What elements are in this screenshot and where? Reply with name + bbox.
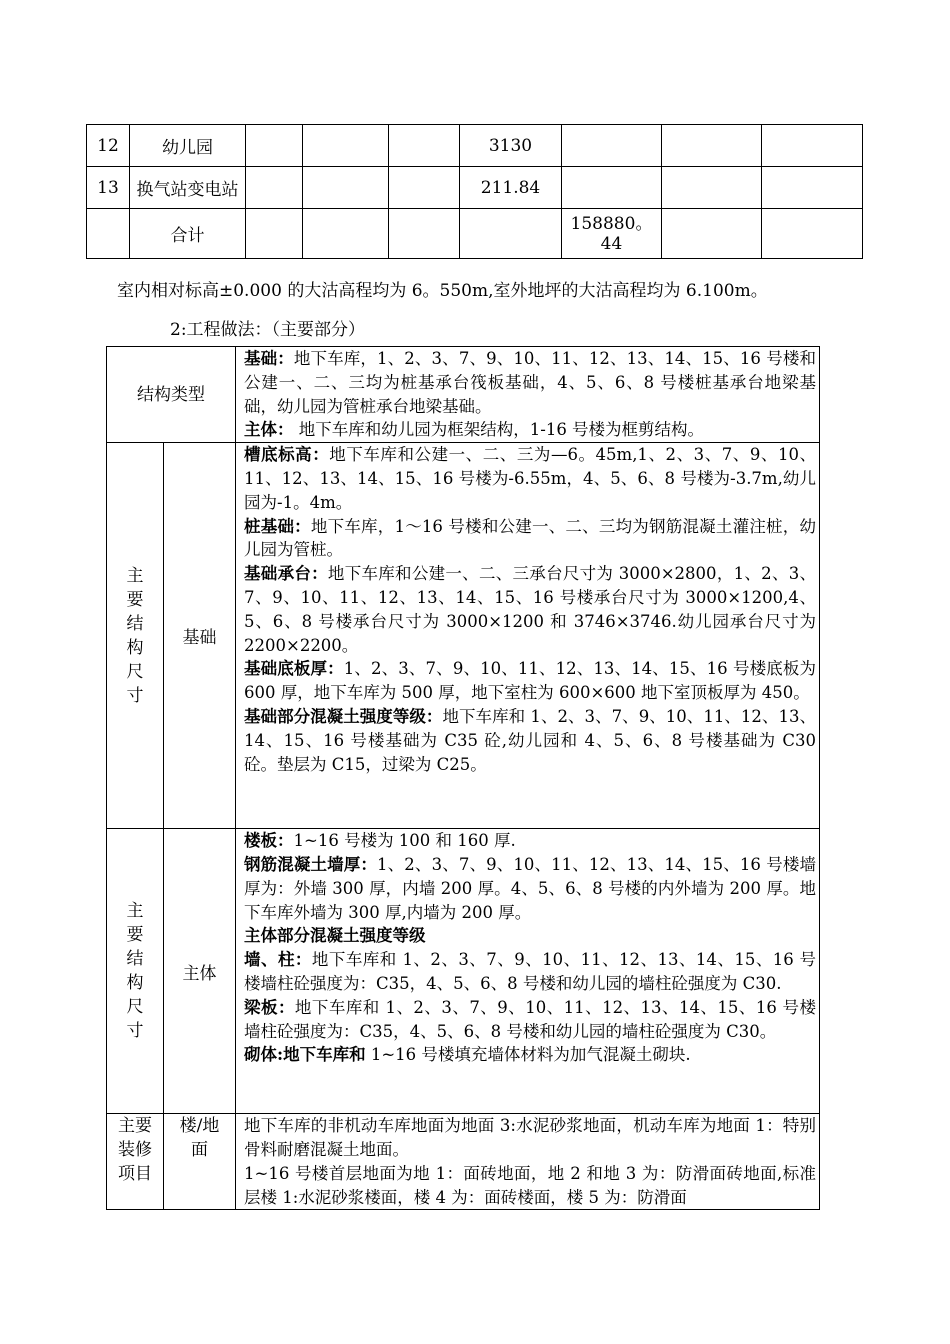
area-value: 3130 [460,125,562,167]
section-label-structure-size: 主要结构尺寸 [107,829,164,1114]
elevation-paragraph: 室内相对标高±0.000 的大沽高程均为 6。550m,室外地坪的大沽高程均为 6.100m。 [117,281,768,301]
structure-type-content: 基础：地下车库，1、2、3、7、9、10、11、12、13、14、15、16 号楼和公建一、二、三均为桩基承台筏板基础，4、5、6、8 号楼桩基承台地梁基础，幼儿园为管桩承台地梁基础。 主体： 地下车库和幼儿园为框架结构，1-16 号楼为框剪结构。 [236,347,820,443]
section-label-foundation: 基础 [164,443,236,829]
foundation-row [107,443,820,829]
section-label-structure-size: 主要结构尺寸 [107,443,164,829]
decoration-row [107,1114,820,1210]
total-value: 158880。 44 [562,209,662,259]
decoration-content: 地下车库的非机动车库地面为地面 3:水泥砂浆地面，机动车库为地面 1：特别骨料耐磨混凝土地面。 1~16 号楼首层地面为地 1：面砖地面，地 2 和地 3 为：防滑面砖地面,标准层楼 1:水泥砂浆楼面，楼 4 为：面砖楼面，楼 5 为：防滑面 [236,1114,820,1210]
row-number: 12 [87,125,130,167]
main-structure-content: 楼板：1~16 号楼为 100 和 160 厚. 钢筋混凝土墙厚：1、2、3、7、9、10、11、12、13、14、15、16 号楼墙厚为：外墙 300 厚，内墙 200 厚。4、5、6、8 号楼的内外墙为 200 厚。地下车库外墙为 300 厚,内墙为 200 厚。 主体部分混凝土强度等级 墙、柱：地下车库和 1、2、3、7、9、10、11、12、13、14、15、16 号楼墙柱砼强度为：C35，4、5、6、8 号楼和幼儿园的墙柱砼强度为 C30. 梁板：地下车库和 1、2、3、7、9、10、11、12、13、14、15、16 号楼墙柱砼强度为：C35，4、5、6、8 号楼和幼儿园的墙柱砼强度为 C30。 砌体:地下车库和 1~16 号楼填充墙体材料为加气混凝土砌块. [236,829,820,1114]
main-structure-row [107,829,820,1114]
construction-method-table [106,346,820,1210]
section-label-floor: 楼/地面 [164,1114,236,1210]
section-label-main-body: 主体 [164,829,236,1114]
structure-type-label: 结构类型 [107,347,236,443]
building-name: 幼儿园 [130,125,246,167]
total-row [87,209,863,259]
table-row [87,167,863,209]
foundation-content: 槽底标高：地下车库和公建一、二、三为—6。45m,1、2、3、7、9、10、11、12、13、14、15、16 号楼为-6.55m，4、5、6、8 号楼为-3.7m,幼儿园为-1。4m。 桩基础：地下车库，1～16 号楼和公建一、二、三均为钢筋混凝土灌注桩，幼儿园为管桩。 基础承台：地下车库和公建一、二、三承台尺寸为 3000×2800，1、2、3、7、9、10、11、12、13、14、15、16 号楼承台尺寸为 3000×1200,4、5、6、8 号楼承台尺寸为 3000×1200 和 3746×3746.幼儿园承台尺寸为 2200×2200。 基础底板厚：1、2、3、7、9、10、11、12、13、14、15、16 号楼底板为 600 厚，地下车库为 500 厚，地下室柱为 600×600 地下室顶板厚为 450。 基础部分混凝土强度等级：地下车库和 1、2、3、7、9、10、11、12、13、14、15、16 号楼基础为 C35 砼,幼儿园和 4、5、6、8 号楼基础为 C30 砼。垫层为 C15，过梁为 C25。 [236,443,820,829]
section-label-decoration: 主要装修项目 [107,1114,164,1210]
table-row [87,125,863,167]
structure-type-row [107,347,820,443]
method-heading: 2:工程做法：（主要部分） [170,320,366,340]
area-table [86,124,863,259]
area-value: 211.84 [460,167,562,209]
total-label: 合计 [130,209,246,259]
building-name: 换气站变电站 [130,167,246,209]
row-number: 13 [87,167,130,209]
